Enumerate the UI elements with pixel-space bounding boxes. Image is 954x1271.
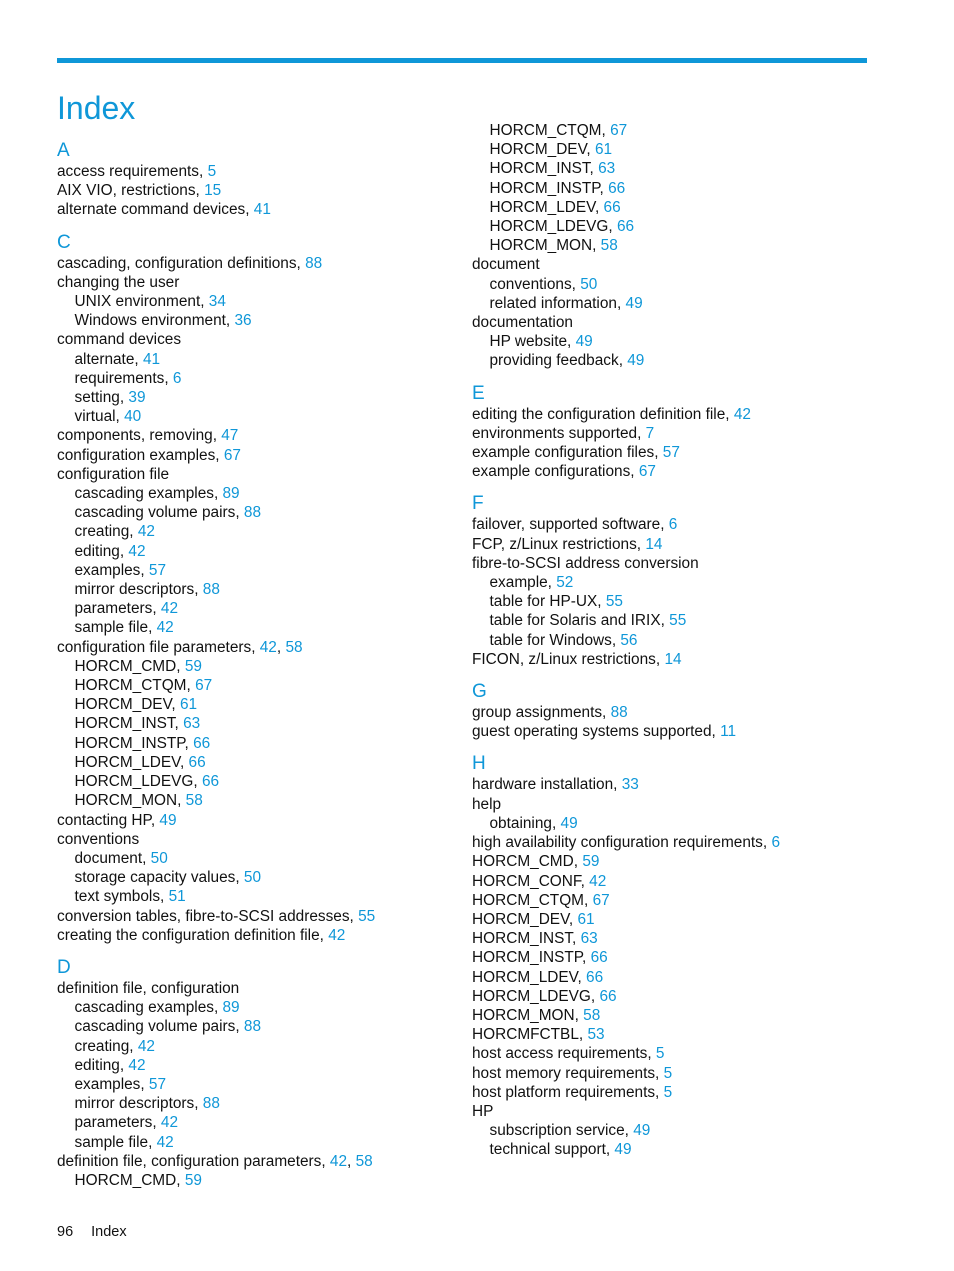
index-subentry bbox=[472, 198, 892, 217]
page-reference-link[interactable]: 66 bbox=[201, 773, 220, 791]
page-reference-link[interactable]: 42 bbox=[160, 600, 179, 618]
page-reference-link[interactable]: 49 bbox=[627, 352, 645, 370]
index-entry-text: UNIX environment, bbox=[74, 293, 209, 311]
index-entry bbox=[57, 811, 477, 830]
index-subentry bbox=[57, 292, 477, 311]
page-reference-link[interactable]: 14 bbox=[664, 650, 682, 668]
index-entry-text: cascading examples, bbox=[74, 999, 223, 1017]
index-subentry bbox=[57, 1094, 477, 1113]
index-subentry bbox=[472, 1140, 892, 1159]
page-reference-link[interactable]: 58 bbox=[285, 638, 303, 656]
index-entry bbox=[472, 554, 892, 573]
index-subentry bbox=[472, 294, 892, 313]
page-reference-link[interactable]: 51 bbox=[168, 888, 186, 906]
index-subentry bbox=[57, 388, 477, 407]
index-subentry bbox=[57, 695, 477, 714]
index-entry bbox=[472, 462, 892, 481]
index-entry bbox=[472, 255, 892, 274]
index-entry-text: conventions, bbox=[489, 275, 581, 293]
index-entry-text: environments supported, bbox=[472, 424, 646, 442]
index-entry bbox=[472, 1083, 892, 1102]
index-entry bbox=[57, 638, 477, 657]
page-reference-link[interactable]: 61 bbox=[179, 696, 198, 714]
index-subentry bbox=[472, 275, 892, 294]
index-entry-text: definition file, configuration parameters, bbox=[57, 1152, 330, 1170]
index-subentry bbox=[472, 573, 892, 592]
index-entry-text: HORCM_CMD, bbox=[74, 1171, 185, 1189]
index-subentry bbox=[57, 1037, 477, 1056]
index-entry-text: technical support, bbox=[489, 1141, 615, 1159]
page-reference-link[interactable]: 53 bbox=[587, 1026, 605, 1044]
index-entry-text: conversion tables, fibre-to-SCSI addresses, bbox=[57, 907, 359, 925]
index-subentry bbox=[57, 714, 477, 733]
page-reference-link[interactable]: 88 bbox=[243, 504, 262, 522]
index-entry-text: HORCM_CMD, bbox=[74, 657, 185, 675]
page-reference-link[interactable]: 49 bbox=[633, 1122, 651, 1140]
page-reference-link[interactable]: 42 bbox=[329, 1152, 348, 1170]
page-reference-link[interactable]: 67 bbox=[592, 891, 610, 909]
index-entry bbox=[57, 162, 477, 181]
index-entry-text: HORCM_INSTP, bbox=[74, 734, 194, 752]
ref-separator: , bbox=[347, 1152, 356, 1170]
page-reference-link[interactable]: 5 bbox=[663, 1083, 673, 1101]
index-entry-text: HORCM_LDEVG, bbox=[472, 987, 600, 1005]
page-reference-link[interactable]: 89 bbox=[222, 999, 240, 1017]
index-entry bbox=[472, 515, 892, 534]
index-entry-text: command devices bbox=[57, 331, 182, 349]
page-reference-link[interactable]: 67 bbox=[195, 677, 213, 695]
index-entry bbox=[57, 979, 477, 998]
index-entry-text: editing, bbox=[74, 1056, 129, 1074]
index-entry bbox=[472, 443, 892, 462]
index-entry-text: examples, bbox=[74, 561, 149, 579]
page-reference-link[interactable]: 15 bbox=[204, 182, 222, 200]
index-subentry bbox=[472, 179, 892, 198]
page-reference-link[interactable]: 41 bbox=[142, 350, 161, 368]
page-reference-link[interactable]: 57 bbox=[662, 444, 680, 462]
index-entry-text: providing feedback, bbox=[489, 352, 628, 370]
page-reference-link[interactable]: 58 bbox=[583, 1006, 601, 1024]
index-entry bbox=[57, 273, 477, 292]
index-entry-text: document, bbox=[74, 849, 151, 867]
index-entry-text: HP website, bbox=[489, 333, 576, 351]
index-entry bbox=[472, 795, 892, 814]
index-entry bbox=[472, 910, 892, 929]
page-reference-link[interactable]: 50 bbox=[150, 849, 168, 867]
index-entry-text: HORCM_LDEVG, bbox=[74, 773, 202, 791]
index-entry-text: AIX VIO, restrictions, bbox=[57, 182, 205, 200]
index-entry-text: guest operating systems supported, bbox=[472, 723, 721, 741]
index-entry-text: alternate command devices, bbox=[57, 201, 254, 219]
index-entry bbox=[472, 948, 892, 967]
index-entry bbox=[57, 830, 477, 849]
page-reference-link[interactable]: 61 bbox=[594, 141, 613, 159]
index-entry bbox=[57, 907, 477, 926]
index-entry-text: HORCM_DEV, bbox=[472, 910, 578, 928]
index-entry-text: access requirements, bbox=[57, 163, 208, 180]
index-entry bbox=[472, 872, 892, 891]
index-entry bbox=[57, 254, 477, 273]
index-entry-text: parameters, bbox=[74, 1114, 161, 1132]
index-entry-text: HORCM_CTQM, bbox=[472, 891, 593, 909]
index-subentry bbox=[57, 503, 477, 522]
index-entry bbox=[472, 775, 892, 794]
page-reference-link[interactable]: 52 bbox=[556, 574, 574, 592]
index-entry-text: high availability configuration requirements, bbox=[472, 834, 772, 852]
page-reference-link[interactable]: 88 bbox=[243, 1018, 262, 1036]
index-entry-text: FICON, z/Linux restrictions, bbox=[472, 650, 665, 668]
index-entry-text: HORCM_LDEVG, bbox=[489, 218, 617, 236]
index-entry-text: HORCM_DEV, bbox=[489, 141, 595, 159]
index-subentry bbox=[57, 369, 477, 388]
index-entry bbox=[472, 1064, 892, 1083]
page-reference-link[interactable]: 36 bbox=[234, 312, 252, 330]
index-entry-text: obtaining, bbox=[489, 814, 561, 832]
page-reference-link[interactable]: 58 bbox=[185, 792, 203, 810]
index-entry-text: text symbols, bbox=[74, 888, 169, 906]
index-entry-text: HP bbox=[472, 1102, 494, 1120]
page-reference-link[interactable]: 49 bbox=[159, 811, 177, 829]
index-entry bbox=[472, 722, 892, 741]
page-reference-link[interactable]: 57 bbox=[148, 1075, 167, 1093]
footer-section: Index bbox=[91, 1224, 127, 1240]
index-subentry bbox=[472, 121, 892, 140]
page-reference-link[interactable]: 34 bbox=[208, 293, 226, 311]
index-entry-text: requirements, bbox=[74, 369, 173, 387]
page-reference-link[interactable]: 59 bbox=[184, 657, 202, 675]
index-entry-text: examples, bbox=[74, 1075, 149, 1093]
index-entry-text: hardware installation, bbox=[472, 776, 622, 794]
page-reference-link[interactable]: 66 bbox=[608, 179, 626, 197]
index-entry-text: virtual, bbox=[74, 408, 125, 426]
index-entry-text: editing the configuration definition file, bbox=[472, 405, 734, 423]
index-entry bbox=[472, 852, 892, 871]
index-entry-text: example configuration files, bbox=[472, 444, 663, 462]
index-letter-e: E bbox=[472, 382, 485, 404]
page-title: Index bbox=[57, 90, 136, 127]
index-entry bbox=[472, 405, 892, 424]
index-entry-text: related information, bbox=[489, 294, 626, 312]
index-entry-text: HORCM_MON, bbox=[74, 792, 186, 810]
page-reference-link[interactable]: 42 bbox=[733, 405, 751, 423]
index-entry-text: Windows environment, bbox=[74, 312, 235, 330]
page-reference-link[interactable]: 56 bbox=[620, 631, 638, 649]
index-entry bbox=[472, 535, 892, 554]
index-entry-text: changing the user bbox=[57, 273, 180, 291]
index-entry-text: example configurations, bbox=[472, 463, 639, 481]
page-reference-link[interactable]: 49 bbox=[575, 333, 593, 351]
index-entry-text: configuration file parameters, bbox=[57, 638, 260, 656]
index-entry bbox=[472, 833, 892, 852]
index-entry bbox=[57, 465, 477, 484]
page-reference-link[interactable]: 63 bbox=[183, 715, 201, 733]
page-reference-link[interactable]: 42 bbox=[137, 523, 155, 541]
index-entry-text: cascading volume pairs, bbox=[74, 504, 244, 522]
index-entry-text: HORCM_MON, bbox=[489, 237, 601, 255]
page-reference-link[interactable]: 49 bbox=[614, 1141, 632, 1159]
index-entry-text: help bbox=[472, 795, 502, 813]
index-entry-text: table for Windows, bbox=[489, 631, 621, 649]
page-reference-link[interactable]: 66 bbox=[603, 198, 621, 216]
page-reference-link[interactable]: 5 bbox=[207, 163, 217, 180]
page-reference-link[interactable]: 89 bbox=[222, 485, 240, 503]
index-entry-text: HORCM_INSTP, bbox=[472, 949, 591, 967]
page-reference-link[interactable]: 67 bbox=[638, 463, 656, 481]
page-reference-link[interactable]: 42 bbox=[128, 1056, 146, 1074]
index-subentry bbox=[57, 1017, 477, 1036]
index-subentry bbox=[57, 311, 477, 330]
index-entry-text: mirror descriptors, bbox=[74, 1095, 203, 1113]
index-entry-text: configuration examples, bbox=[57, 446, 224, 464]
index-entry-text: HORCM_CMD, bbox=[472, 853, 583, 871]
index-entry-text: document bbox=[472, 256, 540, 274]
index-subentry bbox=[57, 791, 477, 810]
index-entry-text: definition file, configuration bbox=[57, 979, 240, 997]
index-entry bbox=[472, 891, 892, 910]
index-subentry bbox=[57, 676, 477, 695]
index-entry-text: documentation bbox=[472, 314, 573, 332]
page-reference-link[interactable]: 66 bbox=[616, 218, 635, 236]
page-reference-link[interactable]: 58 bbox=[355, 1152, 373, 1170]
index-column-left bbox=[57, 140, 477, 1190]
page-reference-link[interactable]: 88 bbox=[305, 254, 323, 272]
index-entry-text: cascading, configuration definitions, bbox=[57, 254, 306, 272]
page-reference-link[interactable]: 67 bbox=[223, 446, 241, 464]
index-subentry bbox=[472, 140, 892, 159]
index-entry-text: fibre-to-SCSI address conversion bbox=[472, 554, 699, 572]
index-subentry bbox=[57, 350, 477, 369]
index-subentry bbox=[57, 868, 477, 887]
index-subentry bbox=[57, 998, 477, 1017]
page-reference-link[interactable]: 67 bbox=[610, 122, 628, 139]
page-reference-link[interactable]: 6 bbox=[172, 369, 182, 387]
index-entry-text: HORCM_INSTP, bbox=[489, 179, 609, 197]
index-letter-a: A bbox=[57, 140, 70, 161]
page-reference-link[interactable]: 59 bbox=[582, 853, 600, 871]
index-subentry bbox=[57, 561, 477, 580]
page-reference-link[interactable]: 7 bbox=[645, 424, 655, 442]
page-reference-link[interactable]: 55 bbox=[669, 612, 687, 630]
page-reference-link[interactable]: 66 bbox=[590, 949, 608, 967]
index-entry-text: contacting HP, bbox=[57, 811, 160, 829]
page-reference-link[interactable]: 59 bbox=[184, 1171, 202, 1189]
index-entry-text: creating, bbox=[74, 523, 138, 541]
index-subentry bbox=[57, 1056, 477, 1075]
index-entry-text: parameters, bbox=[74, 600, 161, 618]
index-entry-text: HORCM_CTQM, bbox=[74, 677, 196, 695]
index-entry bbox=[472, 424, 892, 443]
index-entry-text: sample file, bbox=[74, 619, 157, 637]
page-reference-link[interactable]: 88 bbox=[610, 704, 628, 722]
index-subentry bbox=[57, 542, 477, 561]
page-reference-link[interactable]: 42 bbox=[137, 1037, 155, 1055]
page-reference-link[interactable]: 5 bbox=[663, 1064, 673, 1082]
index-subentry bbox=[472, 592, 892, 611]
index-entry-text: HORCM_MON, bbox=[472, 1006, 584, 1024]
page-reference-link[interactable]: 33 bbox=[621, 776, 639, 794]
index-subentry bbox=[57, 734, 477, 753]
index-entry bbox=[57, 181, 477, 200]
page-reference-link[interactable]: 6 bbox=[668, 516, 678, 534]
index-entry-text: FCP, z/Linux restrictions, bbox=[472, 535, 646, 553]
page-reference-link[interactable]: 5 bbox=[655, 1045, 665, 1063]
index-entry-text: conventions bbox=[57, 830, 140, 848]
index-entry-text: HORCM_DEV, bbox=[74, 696, 180, 714]
page-reference-link[interactable]: 42 bbox=[156, 1133, 174, 1151]
page-footer bbox=[57, 1222, 127, 1242]
index-subentry bbox=[57, 522, 477, 541]
index-entry-text: HORCM_LDEV, bbox=[489, 198, 604, 216]
page-reference-link[interactable]: 55 bbox=[605, 593, 623, 611]
index-letter-d: D bbox=[57, 956, 71, 978]
page-reference-link[interactable]: 11 bbox=[720, 723, 737, 741]
index-entry bbox=[57, 446, 477, 465]
page-reference-link[interactable]: 57 bbox=[148, 561, 167, 579]
index-subentry bbox=[472, 631, 892, 650]
index-subentry bbox=[472, 332, 892, 351]
index-entry bbox=[472, 650, 892, 669]
page-reference-link[interactable]: 6 bbox=[771, 834, 780, 852]
index-entry-text: HORCM_LDEV, bbox=[74, 753, 189, 771]
page-reference-link[interactable]: 47 bbox=[221, 427, 239, 445]
page-reference-link[interactable]: 66 bbox=[599, 987, 617, 1005]
index-subentry bbox=[57, 407, 477, 426]
page-reference-link[interactable]: 42 bbox=[156, 619, 174, 637]
index-entry bbox=[472, 1102, 892, 1121]
index-entry-text: HORCM_CTQM, bbox=[489, 122, 611, 139]
index-entry-text: alternate, bbox=[74, 350, 143, 368]
page-number: 96 bbox=[57, 1224, 74, 1240]
page-reference-link[interactable]: 50 bbox=[243, 869, 262, 887]
index-entry-text: host memory requirements, bbox=[472, 1064, 664, 1082]
index-entry-text: HORCM_LDEV, bbox=[472, 968, 587, 986]
page-reference-link[interactable]: 49 bbox=[625, 294, 643, 312]
page-reference-link[interactable]: 66 bbox=[586, 968, 604, 986]
index-entry bbox=[472, 1006, 892, 1025]
index-entry-text: HORCMFCTBL, bbox=[472, 1026, 588, 1044]
index-entry-text: storage capacity values, bbox=[74, 869, 244, 887]
page-reference-link[interactable]: 63 bbox=[598, 160, 616, 178]
index-subentry bbox=[472, 814, 892, 833]
index-entry-text: HORCM_INST, bbox=[489, 160, 599, 178]
index-entry bbox=[57, 426, 477, 445]
page-reference-link[interactable]: 42 bbox=[160, 1114, 179, 1132]
index-entry-text: HORCM_CONF, bbox=[472, 872, 590, 890]
index-entry-text: host access requirements, bbox=[472, 1045, 656, 1063]
index-subentry bbox=[57, 1113, 477, 1132]
index-entry-text: setting, bbox=[74, 389, 129, 407]
index-subentry bbox=[472, 217, 892, 236]
index-entry-text: cascading examples, bbox=[74, 485, 223, 503]
index-entry-text: group assignments, bbox=[472, 704, 611, 722]
index-entry bbox=[57, 200, 477, 219]
page-reference-link[interactable]: 14 bbox=[645, 535, 663, 553]
index-column-right bbox=[472, 121, 892, 1160]
page-reference-link[interactable]: 58 bbox=[600, 237, 618, 255]
index-subentry bbox=[472, 1121, 892, 1140]
index-entry-text: creating the configuration definition file, bbox=[57, 926, 329, 944]
page-reference-link[interactable]: 42 bbox=[259, 638, 277, 656]
index-entry-text: table for HP-UX, bbox=[489, 593, 606, 611]
page-reference-link[interactable]: 42 bbox=[328, 926, 346, 944]
index-entry bbox=[472, 1044, 892, 1063]
index-entry bbox=[472, 313, 892, 332]
index-entry bbox=[472, 929, 892, 948]
index-entry bbox=[57, 330, 477, 349]
index-subentry bbox=[57, 484, 477, 503]
index-subentry bbox=[57, 599, 477, 618]
index-subentry bbox=[57, 772, 477, 791]
index-entry-text: sample file, bbox=[74, 1133, 157, 1151]
index-entry bbox=[472, 968, 892, 987]
index-entry-text: cascading volume pairs, bbox=[74, 1018, 244, 1036]
index-entry-text: example, bbox=[489, 574, 557, 592]
index-entry bbox=[472, 987, 892, 1006]
page-reference-link[interactable]: 42 bbox=[128, 542, 146, 560]
page-reference-link[interactable]: 49 bbox=[560, 814, 578, 832]
index-entry bbox=[472, 1025, 892, 1044]
page-reference-link[interactable]: 41 bbox=[253, 201, 271, 219]
index-entry-text: subscription service, bbox=[489, 1122, 634, 1140]
page-reference-link[interactable]: 88 bbox=[202, 581, 220, 599]
index-letter-g: G bbox=[472, 681, 487, 703]
index-subentry bbox=[57, 887, 477, 906]
index-subentry bbox=[57, 1133, 477, 1152]
page-reference-link[interactable]: 66 bbox=[188, 753, 206, 771]
index-entry-text: creating, bbox=[74, 1037, 138, 1055]
index-letter-f: F bbox=[472, 493, 484, 515]
page-reference-link[interactable]: 50 bbox=[580, 275, 598, 293]
page-reference-link[interactable]: 61 bbox=[577, 910, 595, 928]
page-reference-link[interactable]: 88 bbox=[202, 1095, 220, 1113]
index-subentry bbox=[57, 753, 477, 772]
index-subentry bbox=[57, 657, 477, 676]
page-reference-link[interactable]: 63 bbox=[580, 930, 598, 948]
index-entry-text: HORCM_INST, bbox=[472, 930, 581, 948]
index-entry-text: HORCM_INST, bbox=[74, 715, 184, 733]
index-entry-text: configuration file bbox=[57, 465, 170, 483]
index-subentry bbox=[472, 159, 892, 178]
index-entry bbox=[57, 1152, 477, 1171]
index-entry-text: failover, supported software, bbox=[472, 516, 669, 534]
index-subentry bbox=[57, 849, 477, 868]
index-subentry bbox=[57, 618, 477, 637]
page-reference-link[interactable]: 55 bbox=[358, 907, 376, 925]
index-entry-text: mirror descriptors, bbox=[74, 581, 203, 599]
index-entry bbox=[57, 926, 477, 945]
index-entry bbox=[472, 703, 892, 722]
index-entry-text: table for Solaris and IRIX, bbox=[489, 612, 670, 630]
index-entry-text: components, removing, bbox=[57, 427, 222, 445]
index-subentry bbox=[472, 236, 892, 255]
index-subentry bbox=[57, 1075, 477, 1094]
index-subentry bbox=[57, 1171, 477, 1190]
index-entry-text: editing, bbox=[74, 542, 129, 560]
index-subentry bbox=[472, 611, 892, 630]
index-letter-c: C bbox=[57, 231, 71, 253]
index-subentry bbox=[472, 351, 892, 370]
index-letter-h: H bbox=[472, 753, 486, 775]
index-entry-text: host platform requirements, bbox=[472, 1083, 664, 1101]
index-subentry bbox=[57, 580, 477, 599]
ref-separator: , bbox=[276, 638, 286, 656]
page-reference-link[interactable]: 39 bbox=[128, 389, 146, 407]
page-reference-link[interactable]: 66 bbox=[193, 734, 211, 752]
header-rule bbox=[57, 58, 867, 63]
page-reference-link[interactable]: 42 bbox=[589, 872, 607, 890]
page-reference-link[interactable]: 40 bbox=[124, 408, 142, 426]
